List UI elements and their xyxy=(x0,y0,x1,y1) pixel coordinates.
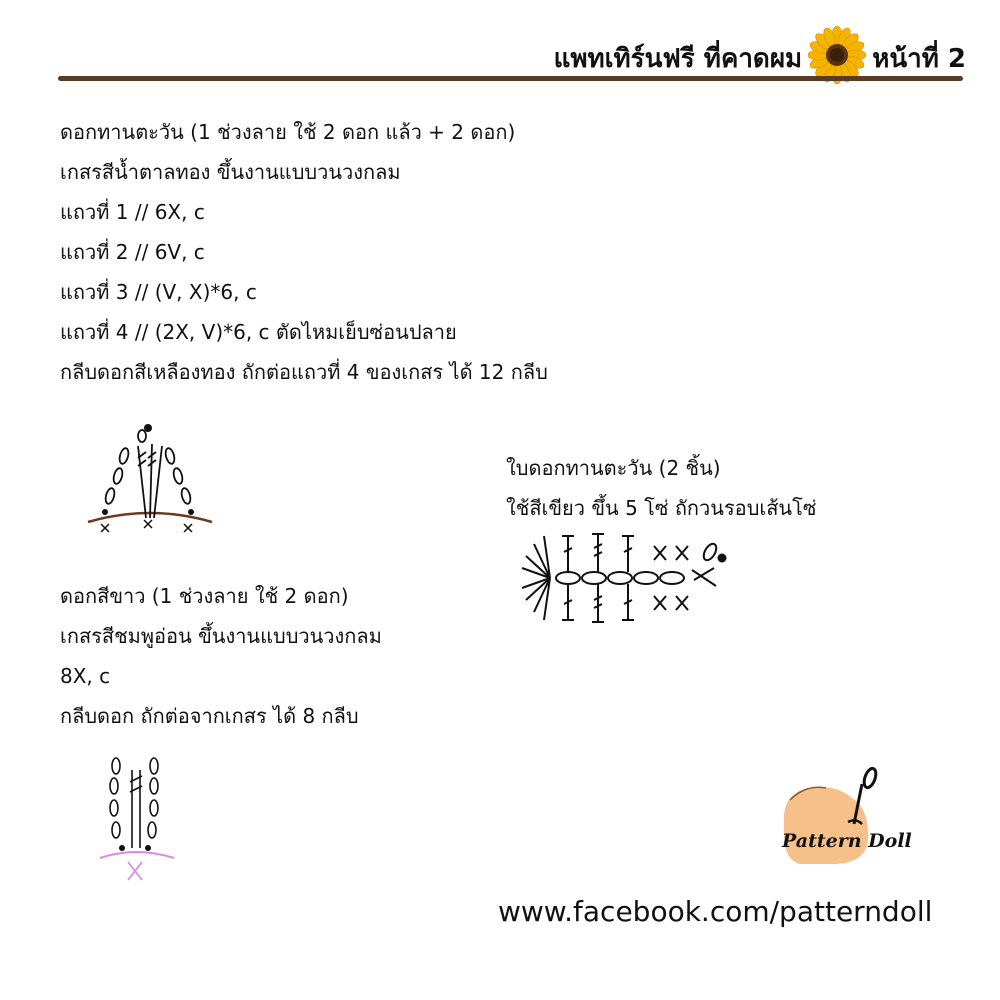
sunflower-line: แถวที่ 4 // (2X, V)*6, c ตัดไหมเย็บซ่อนปลาย xyxy=(60,320,457,344)
leaf-diagram xyxy=(516,528,746,632)
sunflower-section xyxy=(60,112,548,392)
sunflower-line: กลีบดอกสีเหลืองทอง ถักต่อแถวที่ 4 ของเกสร ได้ 12 กลีบ xyxy=(60,360,548,384)
leaf-title: ใบดอกทานตะวัน (2 ชิ้น) xyxy=(506,456,721,480)
header-title-left: แพทเทิร์นฟรี ที่คาดผม xyxy=(553,44,803,74)
white-flower-line: กลีบดอก ถักต่อจากเกสร ได้ 8 กลีบ xyxy=(60,704,359,728)
white-flower-line: 8X, c xyxy=(60,664,111,688)
logo-text: Pattern Doll xyxy=(782,830,912,852)
leaf-line: ใช้สีเขียว ขึ้น 5 โซ่ ถักวนรอบเส้นโซ่ xyxy=(506,496,817,520)
white-flower-petal-diagram xyxy=(96,752,180,890)
header-title-right: หน้าที่ 2 xyxy=(872,44,966,74)
sunflower-title: ดอกทานตะวัน (1 ช่วงลาย ใช้ 2 ดอก แล้ว + 2 ดอก) xyxy=(60,120,516,144)
sunflower-icon xyxy=(808,26,866,91)
white-flower-section xyxy=(60,576,382,736)
page-header xyxy=(554,26,966,91)
white-flower-title: ดอกสีขาว (1 ช่วงลาย ใช้ 2 ดอก) xyxy=(60,584,349,608)
sunflower-line: แถวที่ 2 // 6V, c xyxy=(60,240,205,264)
facebook-url[interactable]: www.facebook.com/patterndoll xyxy=(498,895,933,928)
sunflower-petal-diagram xyxy=(80,418,220,548)
sunflower-line: แถวที่ 3 // (V, X)*6, c xyxy=(60,280,257,304)
header-divider xyxy=(58,76,963,81)
leaf-section xyxy=(506,448,816,528)
sunflower-line: แถวที่ 1 // 6X, c xyxy=(60,200,205,224)
pattern-doll-logo xyxy=(776,764,926,878)
sunflower-line: เกสรสีน้ำตาลทอง ขึ้นงานแบบวนวงกลม xyxy=(60,160,401,184)
white-flower-line: เกสรสีชมพูอ่อน ขึ้นงานแบบวนวงกลม xyxy=(60,624,382,648)
